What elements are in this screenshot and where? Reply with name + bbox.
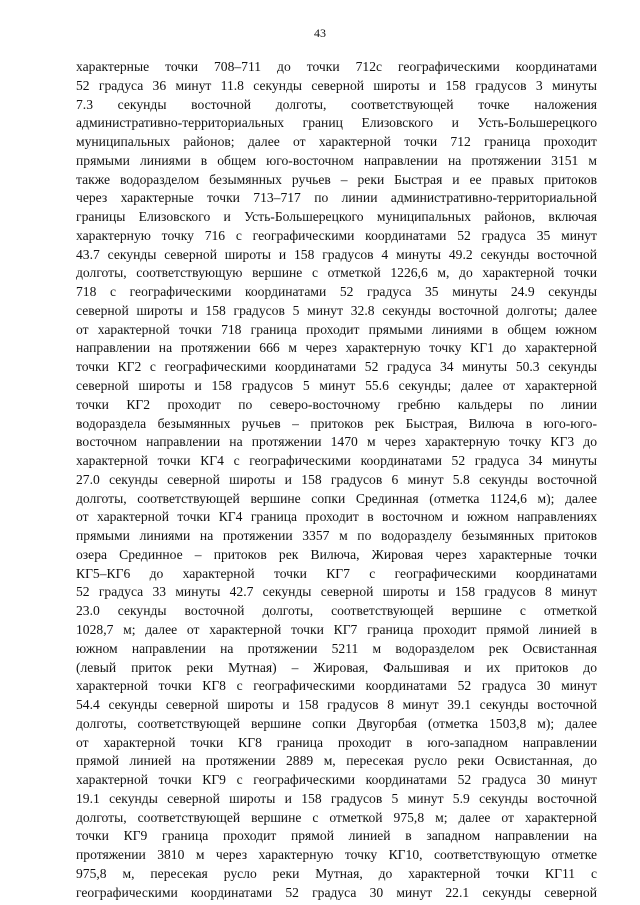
text-line: 718 с географическими координатами 52 градуса 35 минуты 24.9 секунды (76, 284, 597, 300)
text-line: точки КГ2 проходит по северо-восточному гребню кальдеры по линии (76, 396, 597, 412)
page-number: 43 (314, 26, 326, 40)
text-line: характерной точки КГ9 с географическими координатами 52 градуса 30 минут (76, 772, 597, 788)
text-line: точки КГ9 граница проходит прямой линией в западном направлении на (76, 828, 597, 844)
text-line: точки КГ2 с географическими координатами 52 градуса 34 минуты 50.3 секунды (76, 359, 597, 375)
text-line: северной широты и 158 градусов 5 минут 32.8 секунды восточной долготы; далее (76, 302, 597, 318)
text-line: прямой линией на протяжении 2889 м, пересекая русло реки Освистанная, до (76, 753, 597, 769)
text-line: от характерной точки 718 граница проходит прямыми линиями в общем южном (76, 321, 597, 337)
text-line: прямыми линиями на протяжении 3357 м по водоразделу безымянных притоков (76, 528, 597, 544)
text-line: 19.1 секунды северной широты и 158 градусов 5 минут 5.9 секунды восточной (76, 790, 597, 806)
text-line: характерной точки КГ4 с географическими координатами 52 градуса 34 минуты (76, 453, 597, 469)
text-line: озера Срединное – притоков рек Вилюча, Жировая через характерные точки (76, 546, 597, 562)
text-line: КГ5–КГ6 до характерной точки КГ7 с географическими координатами (76, 565, 597, 581)
text-line: 52 градуса 33 минуты 42.7 секунды северной широты и 158 градусов 8 минут (76, 584, 597, 600)
text-line: протяжении 3810 м через характерную точку КГ10, соответствующую отметке (76, 847, 597, 863)
text-line: 43.7 секунды северной широты и 158 градусов 4 минуты 49.2 секунды восточной (76, 246, 597, 262)
text-line: границы Елизовского и Усть-Большерецкого муниципальных районов, включая (76, 209, 597, 225)
text-line: 23.0 секунды восточной долготы, соответствующей вершине с отметкой (76, 603, 597, 619)
text-line: 1028,7 м; далее от характерной точки КГ7 граница проходит прямой линией в (76, 621, 597, 637)
text-line: 52 градуса 36 минут 11.8 секунды северной широты и 158 градусов 3 минуты (76, 77, 597, 93)
text-line: 54.4 секунды северной широты и 158 градусов 8 минут 39.1 секунды восточной (76, 697, 597, 713)
text-line: прямыми линиями в общем юго-восточном направлении на протяжении 3151 м (76, 152, 597, 168)
text-line: характерные точки 708–711 до точки 712с географическими координатами (76, 59, 597, 74)
text-line: северной широты и 158 градусов 5 минут 55.6 секунды; далее от характерной (76, 378, 597, 394)
text-line: от характерной точки КГ8 граница проходит в юго-западном направлении (76, 734, 597, 750)
text-line: 7.3 секунды восточной долготы, соответствующей точке наложения (76, 96, 597, 112)
text-line: восточном направлении на протяжении 1470 м через характерную точку КГ3 до (76, 434, 597, 450)
text-line: также водоразделом безымянных ручьев – реки Быстрая и ее правых притоков (76, 171, 597, 187)
text-line: южном направлении на протяжении 5211 м водоразделом рек Освистанная (76, 640, 597, 656)
text-line: административно-территориальных границ Елизовского и Усть-Большерецкого (76, 115, 597, 131)
body-text (76, 58, 597, 902)
text-line: направлении на протяжении 666 м через характерную точку КГ1 до характерной (76, 340, 597, 356)
text-line: долготы, соответствующей вершине с отметкой 975,8 м; далее от характерной (76, 809, 597, 825)
text-line: от характерной точки КГ4 граница проходит в восточном и южном направлениях (76, 509, 597, 525)
text-line: 975,8 м, пересекая русло реки Мутная, до характерной точки КГ11 с (76, 865, 597, 881)
text-line: долготы, соответствующей вершине сопки Срединная (отметка 1124,6 м); далее (76, 490, 597, 506)
text-line: долготы, соответствующую вершине с отметкой 1226,6 м, до характерной точки (76, 265, 597, 281)
text-line: муниципальных районов; далее от характерной точки 712 граница проходит (76, 134, 597, 150)
text-line: через характерные точки 713–717 по линии административно-территориальной (76, 190, 597, 206)
text-line: водораздела безымянных ручьев – притоков рек Быстрая, Вилюча в юго-юго- (76, 415, 597, 431)
text-line: долготы, соответствующей вершине сопки Двугорбая (отметка 1503,8 м); далее (76, 715, 597, 731)
text-line: географическими координатами 52 градуса 30 минут 22.1 секунды северной (76, 884, 597, 900)
text-line: 27.0 секунды северной широты и 158 градусов 6 минут 5.8 секунды восточной (76, 471, 597, 487)
text-line: характерную точку 716 с географическими координатами 52 градуса 35 минут (76, 227, 597, 243)
text-line: характерной точки КГ8 с географическими координатами 52 градуса 30 минут (76, 678, 597, 694)
text-line: (левый приток реки Мутная) – Жировая, Фальшивая и их притоков до (76, 659, 597, 675)
